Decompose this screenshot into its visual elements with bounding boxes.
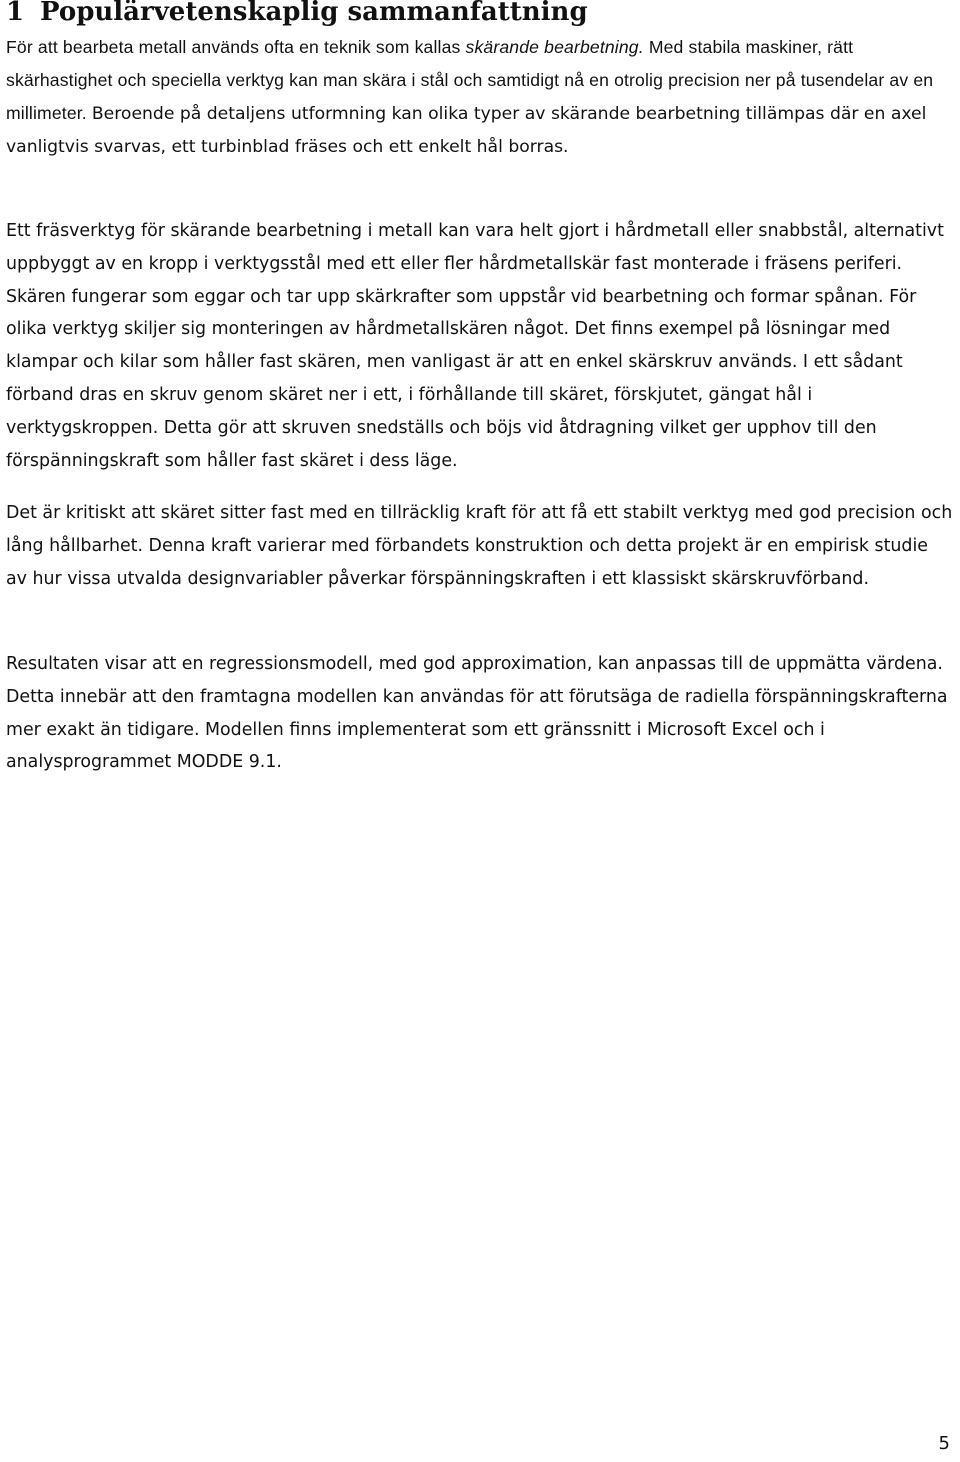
paragraph-project-aim: Det är kritiskt att skäret sitter fast med en tillräcklig kraft för att få ett stabilt verktyg med god precision och lång hållbarhet. Denna kraft varierar med förbandets konstruktion och detta projekt är en empirisk studie av hur vissa utvalda designvariabler påverkar förspänningskraften i ett klassiskt skärskruvförband. xyxy=(6,503,953,589)
paragraph-intro xyxy=(6,31,954,164)
paragraph-intro-rest: Med stabila maskiner, rätt skärhastighet och speciella verktyg kan man skära i stål och samtidigt nå en otrolig precision ner på tusendelar av en millimeter. xyxy=(6,37,934,123)
section-title: Populärvetenskaplig sammanfattning xyxy=(40,0,588,27)
page-number: 5 xyxy=(938,1433,950,1454)
paragraph-intro-term: skärande bearbetning. xyxy=(465,37,644,57)
section-heading xyxy=(6,0,588,28)
paragraph-intro-rest-2: Beroende på detaljens utformning kan olika typer av skärande bearbetning tillämpas där en axel vanligtvis svarvas, ett turbinblad fräses och ett enkelt hål borras. xyxy=(6,103,927,158)
paragraph-intro-lead: För att bearbeta metall används ofta en teknik som kallas xyxy=(6,37,466,57)
section-number: 1 xyxy=(6,0,25,27)
paragraph-results: Resultaten visar att en regressionsmodell, med god approximation, kan anpassas till de uppmätta värdena. Detta innebär att den framtagna modellen kan användas för att förutsäga de radiella förspänningskrafterna mer exakt än tidigare. Modellen finns implementerat som ett gränssnitt i Microsoft Excel och i analysprogrammet MODDE 9.1. xyxy=(6,654,948,773)
paragraph-milling-tool: Ett fräsverktyg för skärande bearbetning i metall kan vara helt gjort i hårdmetall eller snabbstål, alternativt uppbyggt av en kropp i verktygsstål med ett eller fler hårdmetallskär fast monterade i fräsens periferi. Skären fungerar som eggar och tar upp skärkrafter som uppstår vid bearbetning och formar spånan. För olika verktyg skiljer sig monteringen av hårdmetallskären något. Det finns exempel på lösningar med klampar och kilar som håller fast skären, men vanligast är att en enkel skärskruv används. I ett sådant förband dras en skruv genom skäret ner i ett, i förhållande till skäret, förskjutet, gängat hål i verktygskroppen. Detta gör att skruven snedställs och böjs vid åtdragning vilket ger upphov till den förspänningskraft som håller fast skäret i dess läge. xyxy=(6,221,944,471)
